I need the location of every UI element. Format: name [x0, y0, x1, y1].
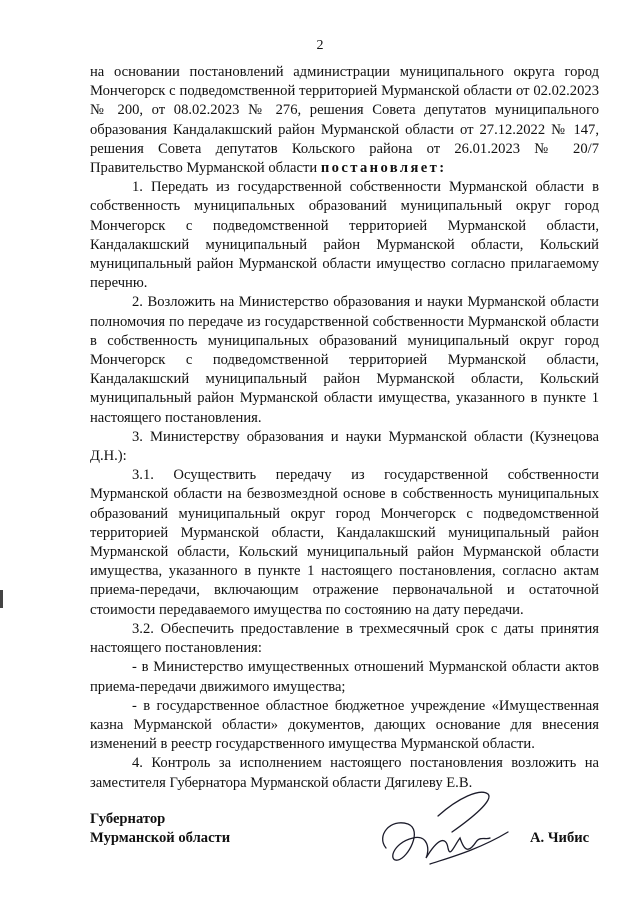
- paragraph-3-2-a: - в Министерство имущественных отношений Мурманской области актов приема-передачи движимого имущества;: [90, 659, 599, 695]
- intro-paragraph: [90, 63, 599, 178]
- intro-keyword: постановляет:: [320, 160, 447, 177]
- document-body: [90, 63, 599, 793]
- signatory-name: А. Чибис: [530, 830, 590, 846]
- paragraph-2: 2. Возложить на Министерство образования и науки Мурманской области полномочия по передаче из государственной собственности Мурманской области в собственность муниципальных образований муниципальный округ город Мончегорск с подведомственной территорией Мурманской области, Кандалакшский муниципальный район Мурманской области, Кольский муниципальный район Мурманской области имущества, указанного в пункте 1 настоящего постановления.: [90, 294, 599, 426]
- paragraph-1: 1. Передать из государственной собственности Мурманской области в собственность муниципальных образований муниципальный округ город Мончегорск с подведомственной территорией Мурманской области, Кандалакшский муниципальный район Мурманской области, Кольский муниципальный район Мурманской области имущество согласно прилагаемому перечню.: [90, 179, 599, 292]
- paragraph-3-2-b: - в государственное областное бюджетное учреждение «Имущественная казна Мурманской области» документов, дающих основание для внесения изменений в реестр государственного имущества Мурманской области.: [90, 697, 599, 753]
- intro-text: на основании постановлений администрации муниципального округа город Мончегорск с подведомственной территорией Мурманской области от 02.02.2023 № 200, от 08.02.2023 № 276, решения Совета депутатов муниципального образования Кандалакшский район Мурманской области от 27.12.2022 № 147, решения Совета депутатов Кольского района от 26.01.2023 № 20/7 Правительство Мурманской области: [90, 64, 599, 177]
- handwritten-signature: [368, 788, 518, 888]
- margin-mark: [0, 590, 3, 608]
- paragraph-3-2: 3.2. Обеспечить предоставление в трехмесячный срок с даты принятия настоящего постановления:: [90, 620, 599, 657]
- signatory-title-line-1: Губернатор: [90, 811, 166, 827]
- signatory-title: [90, 810, 230, 848]
- page-number: 2: [316, 38, 324, 53]
- paragraph-3-1: 3.1. Осуществить передачу из государственной собственности Мурманской области на безвозмездной основе в собственность муниципальных образований муниципальный округ город Мончегорск с подведомственной территорией Мурманской области, Кандалакшский муниципальный район Мурманской области, Кольский муниципальный район Мурманской области имущества, указанного в пункте 1 настоящего постановления, согласно актам приема-передачи, включающим отражение первоначальной и остаточной стоимости передаваемого имущества по состоянию на дату передачи.: [90, 467, 599, 618]
- signatory-title-line-2: Мурманской области: [90, 830, 231, 847]
- paragraph-3: 3. Министерству образования и науки Мурманской области (Кузнецова Д.Н.):: [90, 428, 599, 465]
- paragraph-4: 4. Контроль за исполнением настоящего постановления возложить на заместителя Губернатора Мурманской области Дягилеву Е.В.: [90, 755, 599, 791]
